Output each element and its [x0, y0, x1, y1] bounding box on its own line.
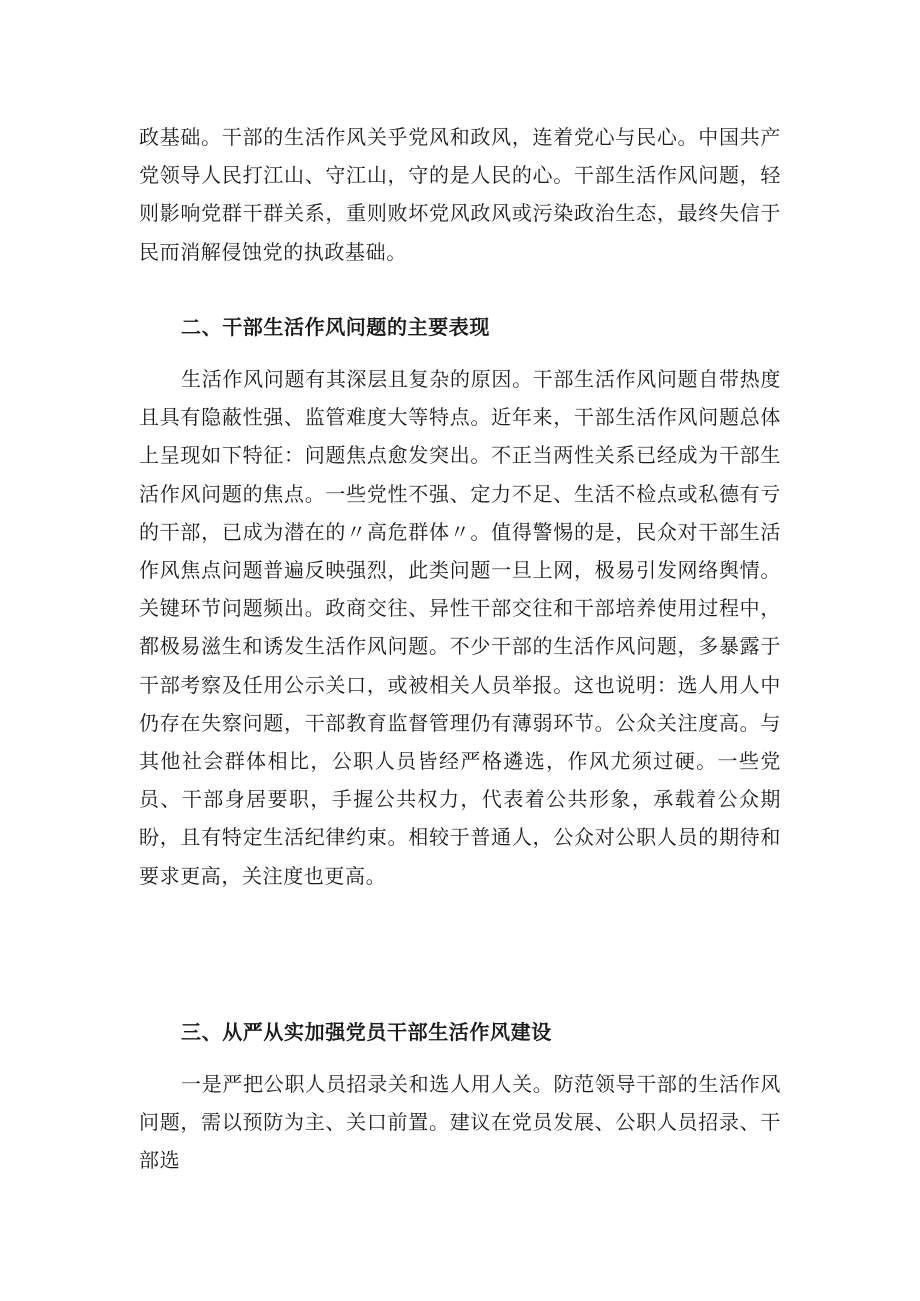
section-heading-2: 二、干部生活作风问题的主要表现: [181, 315, 490, 339]
paragraph-continuation: 政基础。干部的生活作风关乎党风和政风，连着党心与民心。中国共产党领导人民打江山、守江山，守的是人民的心。干部生活作风问题，轻则影响党群干群关系，重则败坏党风政风或污染政治生态，最终失信于民而消解侵蚀党的执政基础。: [139, 125, 781, 264]
section-3-paragraph: 一是严把公职人员招录关和选人用人关。防范领导干部的生活作风问题，需以预防为主、关口前置。建议在党员发展、公职人员招录、干部选: [139, 1072, 781, 1173]
section-heading-3: 三、从严从实加强党员干部生活作风建设: [181, 1020, 552, 1044]
section-2-paragraph: 生活作风问题有其深层且复杂的原因。干部生活作风问题自带热度且具有隐蔽性强、监管难度大等特点。近年来，干部生活作风问题总体上呈现如下特征：问题焦点愈发突出。不正当两性关系已经成为干部生活作风问题的焦点。一些党性不强、定力不足、生活不检点或私德有亏的干部，已成为潜在的〃高危群体〃。值得警惕的是，民众对干部生活作风焦点问题普遍反映强烈，此类问题一旦上网，极易引发网络舆情。关键环节问题频出。政商交往、异性干部交往和干部培养使用过程中，都极易滋生和诱发生活作风问题。不少干部的生活作风问题，多暴露于干部考察及任用公示关口，或被相关人员举报。这也说明：选人用人中仍存在失察问题，干部教育监督管理仍有薄弱环节。公众关注度高。与其他社会群体相比，公职人员皆经严格遴选，作风尤须过硬。一些党员、干部身居要职，手握公共权力，代表着公共形象，承载着公众期盼，且有特定生活纪律约束。相较于普通人，公众对公职人员的期待和要求更高，关注度也更高。: [139, 367, 781, 888]
